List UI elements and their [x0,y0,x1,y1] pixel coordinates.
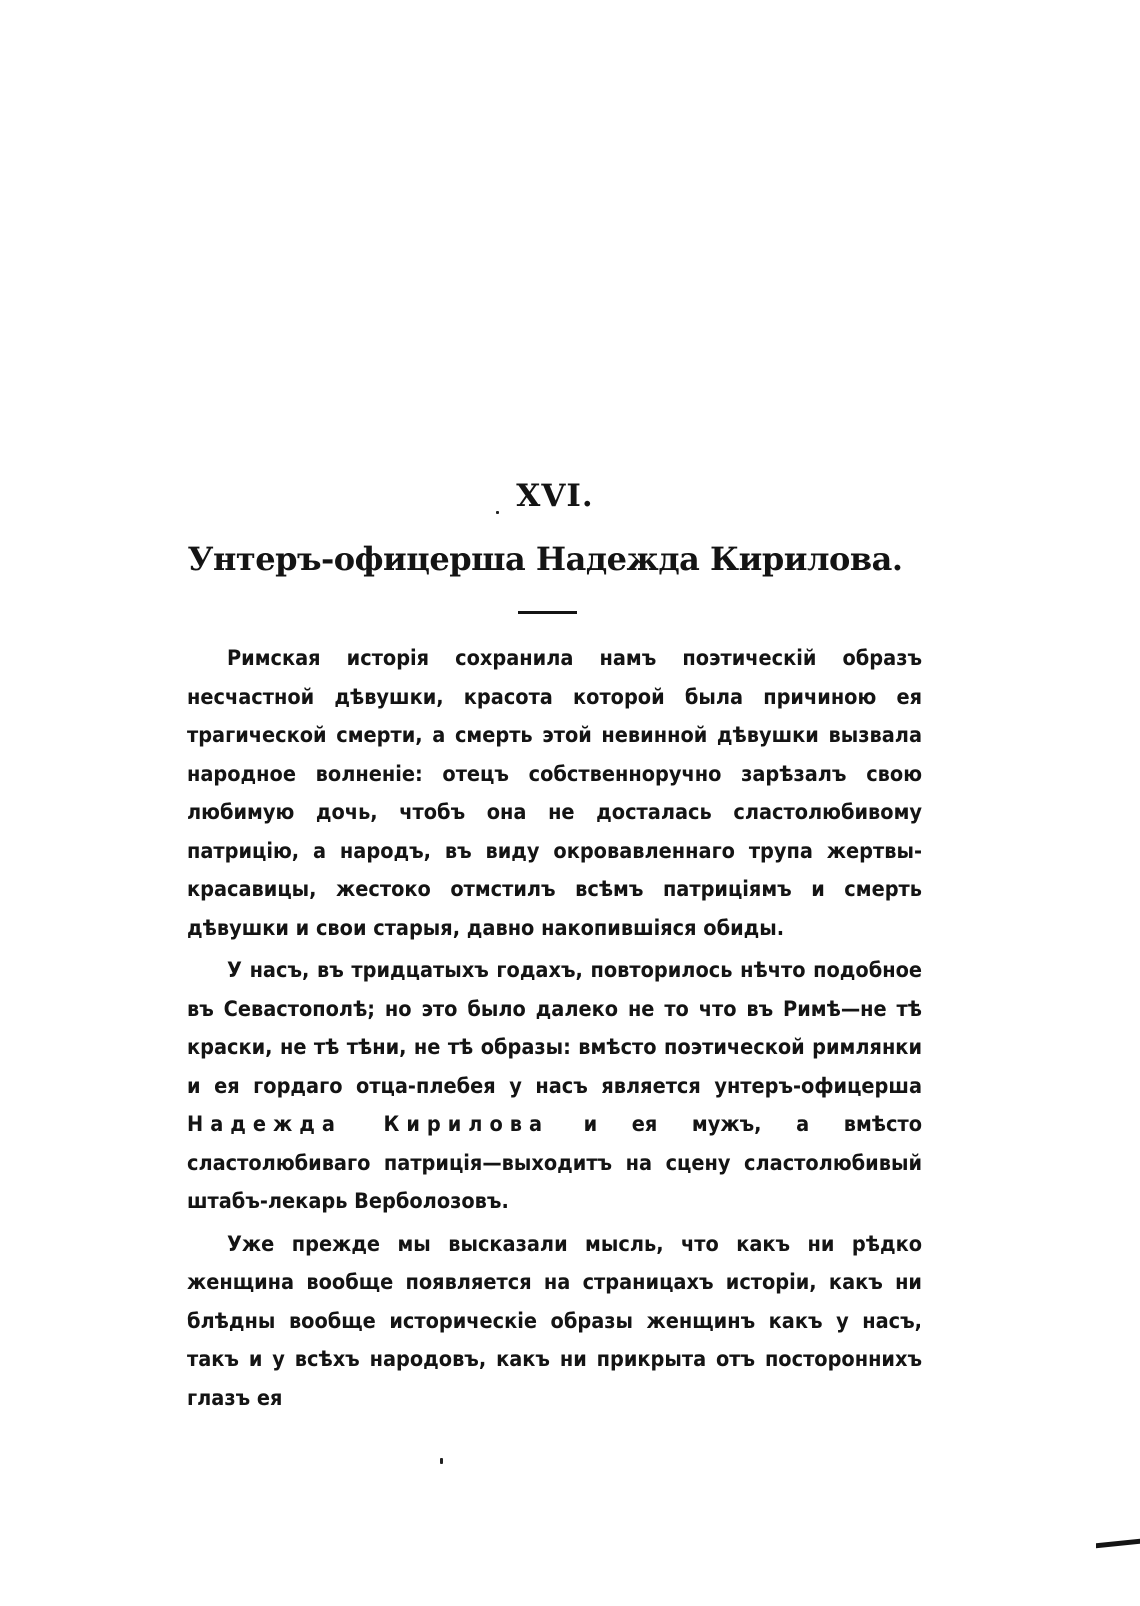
paragraph-text: У насъ, въ тридцатыхъ годахъ, повторилось нѣчто подобное въ Севастополѣ; но это было далеко не то что въ Римѣ—не тѣ краски, не тѣ тѣни, не тѣ образы: вмѣсто поэтической римлянки и ея гордаго отца-плебея у насъ является унтеръ-офицерша [187,958,922,1099]
paragraph-text: и ея мужъ, а вмѣсто сластолюбиваго патриція—выходитъ на сцену сластолюбивый штабъ-лекарь Верболозовъ. [187,1112,922,1214]
chapter-number: XVI. [516,478,594,514]
emphasized-name: Надежда Кирилова [187,1112,550,1137]
chapter-title: Унтеръ-офицерша Надежда Кирилова. [187,540,903,578]
ink-speck [496,511,499,514]
paragraph-text: Римская исторія сохранила намъ поэтическій образъ несчастной дѣвушки, красота которой была причиною ея трагической смерти, а смерть этой невинной дѣвушки вызвала народное волненіе: отецъ собственноручно зарѣзалъ свою любимую дочь, чтобъ она не досталась сластолюбивому патрицію, а народъ, въ виду окровавленнаго трупа жертвы-красавицы, жестоко отмстилъ всѣмъ патриціямъ и смерть дѣвушки и свои старыя, давно накопившіяся обиды. [187,646,922,941]
paragraph-3 [187,1226,922,1419]
margin-scan-mark [1096,1539,1140,1549]
title-rule-divider [518,611,577,614]
paragraph-2 [187,952,922,1222]
paragraph-text: Уже прежде мы высказали мысль, что какъ ни рѣдко женщина вообще появляется на страницахъ исторіи, какъ ни блѣдны вообще историческіе образы женщинъ какъ у насъ, такъ и у всѣхъ народовъ, какъ ни прикрыта отъ постороннихъ глазъ ея [187,1231,922,1411]
paragraph-1 [187,640,922,948]
ink-speck [440,1458,443,1464]
body-text [187,640,922,1422]
